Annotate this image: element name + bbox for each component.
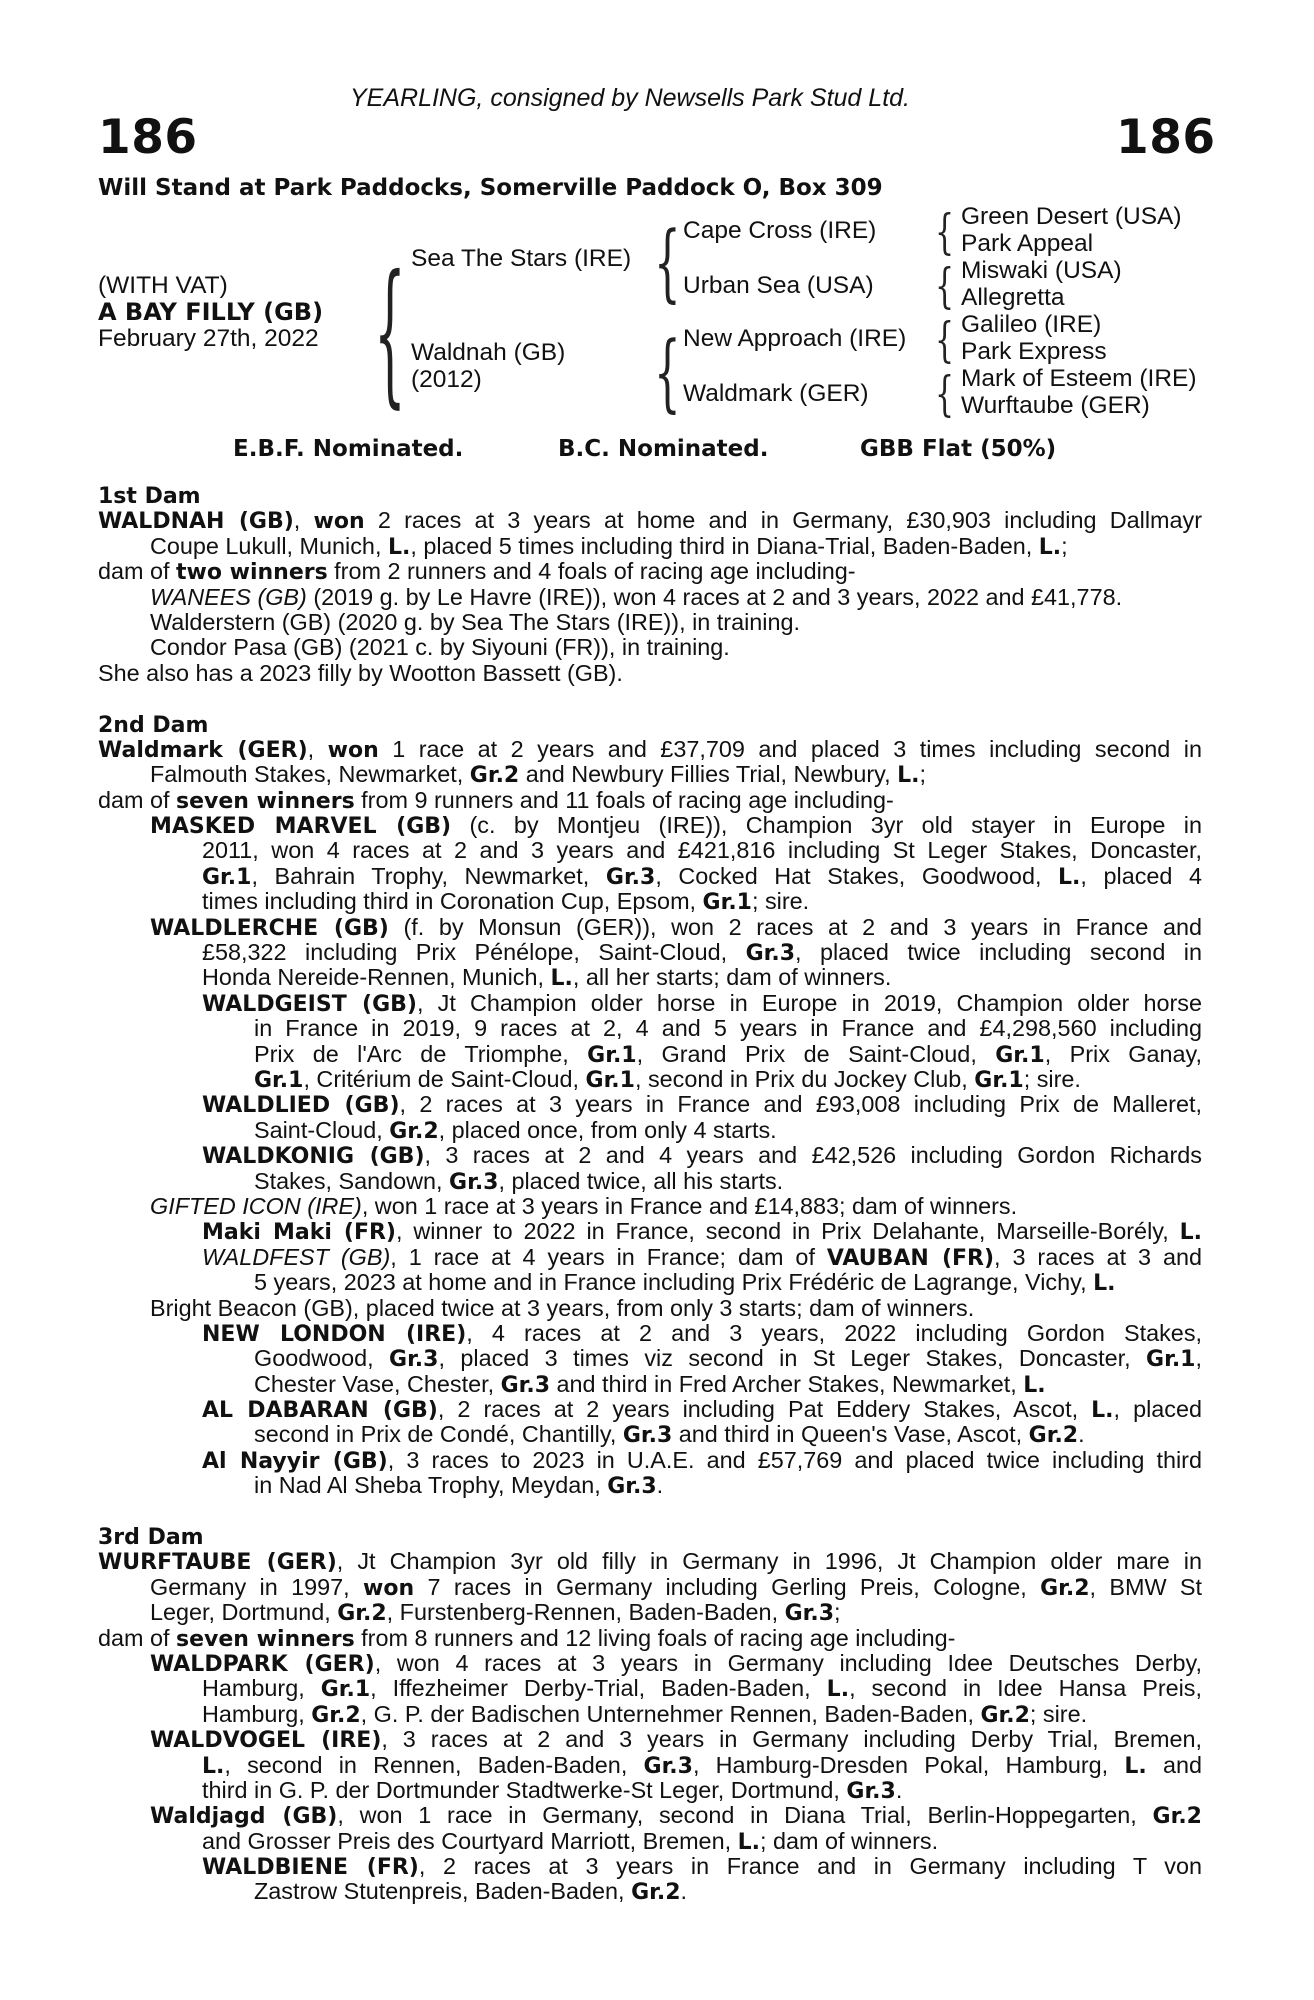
text: , <box>1195 1345 1202 1372</box>
text: (c. by Montjeu (IRE)), Champion 3yr old stayer in Europe in <box>451 812 1202 839</box>
text: Falmouth Stakes, Newmarket, <box>150 761 470 788</box>
text: , 3 races to 2023 in U.A.E. and £57,769 and placed twice including third <box>387 1446 1202 1473</box>
text: dam of <box>98 1624 177 1651</box>
stand-location: Will Stand at Park Paddocks, Somerville Paddock O, Box 309 <box>98 175 883 201</box>
italic-text: WANEES (GB) <box>150 583 307 610</box>
text: 7 races in Germany including Gerling Preis, Cologne, <box>414 1573 1041 1600</box>
dam: Waldnah (GB) <box>411 339 566 366</box>
text: , G. P. der Badischen Unternehmer Rennen, Baden-Baden, <box>360 1700 981 1727</box>
text: ; <box>834 1599 841 1626</box>
brace-g4-1: { <box>935 205 955 261</box>
bold-text: Gr.3 <box>745 941 795 967</box>
catalogue-line <box>98 661 1202 686</box>
bold-text: WALDNAH (GB) <box>98 509 294 535</box>
catalogue-line <box>98 838 1202 863</box>
bold-text: Waldmark (GER) <box>98 737 308 763</box>
catalogue-line <box>98 1143 1202 1168</box>
catalogue-line <box>98 1676 1202 1701</box>
text: , Prix Ganay, <box>1044 1040 1202 1067</box>
catalogue-line <box>98 1626 1202 1651</box>
text: , second in Rennen, Baden-Baden, <box>224 1751 644 1778</box>
bold-text: Gr.3 <box>449 1169 499 1195</box>
bold-text: Gr.2 <box>980 1702 1030 1728</box>
bold-text: Gr.3 <box>846 1778 896 1804</box>
dam-sire: New Approach (IRE) <box>683 325 907 352</box>
bold-text: Gr.2 <box>1028 1423 1079 1449</box>
catalogue-line <box>98 635 1202 660</box>
bold-text: Gr.2 <box>337 1601 387 1627</box>
catalogue-line <box>98 1448 1202 1473</box>
catalogue-line <box>98 1702 1202 1727</box>
catalogue-line <box>98 483 1202 508</box>
catalogue-line <box>98 1219 1202 1244</box>
dam-dam: Waldmark (GER) <box>683 380 869 407</box>
bold-text: 2nd Dam <box>98 712 209 738</box>
catalogue-line <box>98 1194 1202 1219</box>
text: times including third in Coronation Cup, Epsom, <box>202 888 703 915</box>
section-spacer <box>98 686 1202 711</box>
catalogue-line <box>98 1346 1202 1371</box>
text: Hamburg, <box>202 1700 312 1727</box>
text: , 3 races at 2 and 3 years in Germany including Derby Trial, Bremen, <box>381 1726 1202 1753</box>
bold-text: 3rd Dam <box>98 1525 204 1551</box>
catalogue-line <box>98 1016 1202 1041</box>
catalogue-line <box>98 1524 1202 1549</box>
bold-text: Gr.2 <box>1040 1575 1090 1601</box>
text: Bright Beacon (GB), placed twice at 3 years, from only 3 starts; dam of winners. <box>150 1294 975 1321</box>
text: , second in Idee Hansa Preis, <box>849 1675 1203 1702</box>
catalogue-line <box>98 1321 1202 1346</box>
text: , BMW St <box>1089 1573 1202 1600</box>
bold-text: NEW LONDON (IRE) <box>202 1321 467 1347</box>
text: Prix de l'Arc de Triomphe, <box>254 1040 588 1067</box>
catalogue-line <box>98 508 1202 533</box>
bold-text: Al Nayyir (GB) <box>202 1448 388 1474</box>
catalogue-line <box>98 762 1202 787</box>
bold-text: Gr.2 <box>389 1118 439 1144</box>
text: , placed twice including second in <box>795 939 1202 966</box>
brace-sire-dam: { <box>374 243 406 423</box>
text: , Grand Prix de Saint-Cloud, <box>636 1040 996 1067</box>
text: third in G. P. der Dortmunder Stadtwerke-St Leger, Dortmund, <box>202 1776 847 1803</box>
catalogue-line <box>98 1296 1202 1321</box>
text: and <box>1146 1751 1203 1778</box>
text: Zastrow Stutenpreis, Baden-Baden, <box>254 1878 632 1905</box>
sire-sire: Cape Cross (IRE) <box>683 217 877 244</box>
text: from 2 runners and 4 foals of racing age including- <box>327 558 856 585</box>
text: , 2 races at 3 years in France and £93,008 including Prix de Malleret, <box>399 1091 1202 1118</box>
catalogue-line <box>98 788 1202 813</box>
bold-text: won <box>327 737 379 763</box>
lot-number-left: 186 <box>98 110 198 165</box>
text: second in Prix de Condé, Chantilly, <box>254 1421 623 1448</box>
text: from 8 runners and 12 living foals of racing age including- <box>354 1624 956 1651</box>
text: ; sire. <box>1029 1700 1088 1727</box>
g4-park-appeal: Park Appeal <box>961 230 1094 257</box>
text: She also has a 2023 filly by Wootton Bassett (GB). <box>98 659 623 686</box>
catalogue-line <box>98 889 1202 914</box>
catalogue-line <box>98 1067 1202 1092</box>
dam-year: (2012) <box>411 366 482 393</box>
ebf-nomination: E.B.F. Nominated. <box>233 436 464 462</box>
text: and third in Fred Archer Stakes, Newmarket, <box>550 1370 1024 1397</box>
text: , won 4 races at 3 years in Germany including Idee Deutsches Derby, <box>374 1649 1203 1676</box>
bold-text: L. <box>1023 1372 1046 1398</box>
bold-text: WALDGEIST (GB) <box>202 991 417 1017</box>
text: in Nad Al Sheba Trophy, Meydan, <box>254 1472 608 1499</box>
text: , 1 race at 4 years in France; dam of <box>390 1243 827 1270</box>
text: . <box>1078 1421 1085 1448</box>
text: Walderstern (GB) (2020 g. by Sea The Stars (IRE)), in training. <box>150 608 800 635</box>
text: from 9 runners and 11 foals of racing age including- <box>354 786 894 813</box>
text: , Bahrain Trophy, Newmarket, <box>251 862 606 889</box>
bold-text: L. <box>387 534 411 560</box>
text: and Grosser Preis des Courtyard Marriott, Bremen, <box>202 1827 738 1854</box>
bold-text: WALDKONIG (GB) <box>202 1144 425 1170</box>
text: . <box>895 1776 903 1803</box>
bold-text: L. <box>202 1753 225 1779</box>
bold-text: seven winners <box>176 1626 355 1652</box>
catalogue-line <box>98 1727 1202 1752</box>
lot-number-right: 186 <box>1116 110 1216 165</box>
catalogue-line <box>98 864 1202 889</box>
bold-text: L. <box>737 1829 760 1855</box>
bold-text: Gr.1 <box>1146 1347 1196 1373</box>
catalogue-line <box>98 940 1202 965</box>
produce-record <box>98 483 1202 1905</box>
bold-text: Gr.1 <box>254 1067 304 1093</box>
text: , placed 4 <box>1080 862 1202 889</box>
catalogue-line <box>98 1042 1202 1067</box>
bold-text: L. <box>1124 1753 1147 1779</box>
bold-text: WALDLERCHE (GB) <box>150 915 389 941</box>
g4-mark-of-esteem: Mark of Esteem (IRE) <box>961 365 1197 392</box>
brace-g4-2: { <box>935 259 955 315</box>
sire-dam: Urban Sea (USA) <box>683 272 874 299</box>
bold-text: 1st Dam <box>98 484 201 509</box>
text: Chester Vase, Chester, <box>254 1370 501 1397</box>
text: , placed twice, all his starts. <box>498 1167 784 1194</box>
bold-text: L. <box>1093 1271 1116 1297</box>
text: . <box>680 1878 687 1905</box>
text: , placed 5 times including third in Diana-Trial, Baden-Baden, <box>410 532 1039 559</box>
bold-text: Gr.2 <box>311 1702 361 1728</box>
catalogue-line <box>98 1118 1202 1143</box>
bold-text: WALDVOGEL (IRE) <box>150 1728 382 1754</box>
text: , second in Prix du Jockey Club, <box>634 1065 975 1092</box>
text: , Critérium de Saint-Cloud, <box>303 1065 586 1092</box>
text: , all her starts; dam of winners. <box>572 964 892 991</box>
text: , placed <box>1113 1396 1202 1423</box>
g4-park-express: Park Express <box>961 338 1107 365</box>
bold-text: MASKED MARVEL (GB) <box>150 814 452 840</box>
text: (f. by Monsun (GER)), won 2 races at 2 and 3 years in France and <box>388 913 1202 940</box>
text: (2019 g. by Le Havre (IRE)), won 4 races at 2 and 3 years, 2022 and £41,778. <box>306 583 1123 610</box>
text: ; dam of winners. <box>759 1827 939 1854</box>
text: ; <box>1061 532 1068 559</box>
text: Leger, Dortmund, <box>150 1599 338 1626</box>
text: , 4 races at 2 and 3 years, 2022 including Gordon Stakes, <box>466 1319 1203 1346</box>
text: , Cocked Hat Stakes, Goodwood, <box>655 862 1059 889</box>
catalogue-line <box>98 1397 1202 1422</box>
italic-text: WALDFEST (GB) <box>202 1243 391 1270</box>
bold-text: L. <box>1038 534 1062 560</box>
text: and third in Queen's Vase, Ascot, <box>672 1421 1029 1448</box>
text: dam of <box>98 558 177 585</box>
text: Hamburg, <box>202 1675 321 1702</box>
catalogue-line <box>98 915 1202 940</box>
bc-nomination: B.C. Nominated. <box>558 436 769 462</box>
bold-text: Gr.3 <box>605 864 656 890</box>
text: in France in 2019, 9 races at 2, 4 and 5 years in France and £4,298,560 including <box>254 1015 1202 1042</box>
text: , won 1 race at 3 years in France and £14,883; dam of winners. <box>361 1192 1018 1219</box>
text: , <box>307 735 328 762</box>
text: Germany in 1997, <box>150 1573 363 1600</box>
bold-text: Gr.3 <box>389 1347 439 1373</box>
bold-text: won <box>363 1575 415 1601</box>
catalogue-line <box>98 1473 1202 1498</box>
g4-miswaki: Miswaki (USA) <box>961 257 1122 284</box>
catalogue-line <box>98 1803 1202 1828</box>
brace-dam-line: { <box>654 323 681 421</box>
bold-text: L. <box>1058 864 1081 890</box>
bold-text: Gr.3 <box>784 1601 835 1627</box>
text: dam of <box>98 786 177 813</box>
bold-text: L. <box>550 966 573 992</box>
text: Coupe Lukull, Munich, <box>150 532 388 559</box>
bold-text: WALDLIED (GB) <box>202 1093 400 1119</box>
catalogue-line <box>98 1651 1202 1676</box>
catalogue-line <box>98 1753 1202 1778</box>
catalogue-line <box>98 1600 1202 1625</box>
sire: Sea The Stars (IRE) <box>411 245 632 272</box>
bold-text: WALDPARK (GER) <box>150 1651 375 1677</box>
catalogue-line <box>98 813 1202 838</box>
bold-text: Gr.1 <box>202 864 252 890</box>
bold-text: VAUBAN (FR) <box>826 1245 995 1271</box>
vat-note: (WITH VAT) <box>98 272 228 299</box>
text: , 2 races at 3 years in France and in Germany including T von <box>418 1853 1203 1880</box>
catalogue-line <box>98 1549 1202 1574</box>
text: Condor Pasa (GB) (2021 c. by Siyouni (FR)), in training. <box>150 634 730 661</box>
catalogue-line <box>98 585 1202 610</box>
text: , winner to 2022 in France, second in Prix Delahante, Marseille-Borély, <box>395 1218 1180 1245</box>
bold-text: Gr.2 <box>631 1880 681 1906</box>
text: , Furstenberg-Rennen, Baden-Baden, <box>386 1599 785 1626</box>
catalogue-line <box>98 559 1202 584</box>
bold-text: WALDBIENE (FR) <box>202 1855 419 1881</box>
text: Saint-Cloud, <box>254 1116 390 1143</box>
catalogue-line <box>98 1575 1202 1600</box>
catalogue-line <box>98 1422 1202 1447</box>
text: , <box>293 507 314 534</box>
bold-text: Gr.2 <box>1152 1804 1202 1830</box>
text: 2011, won 4 races at 2 and 3 years and £421,816 including St Leger Stakes, Doncaster, <box>202 837 1202 864</box>
text: , 3 races at 2 and 4 years and £42,526 including Gordon Richards <box>424 1142 1202 1169</box>
text: £58,322 including Prix Pénélope, Saint-Cloud, <box>202 939 746 966</box>
text: ; sire. <box>751 888 810 915</box>
text: , placed once, from only 4 starts. <box>438 1116 777 1143</box>
bold-text: Waldjagd (GB) <box>150 1804 338 1830</box>
catalogue-line <box>98 965 1202 990</box>
text: 1 race at 2 years and £37,709 and placed 3 times including second in <box>378 735 1202 762</box>
italic-text: GIFTED ICON (IRE) <box>150 1192 362 1219</box>
text: 2 races at 3 years at home and in Germany, £30,903 including Dallmayr <box>364 507 1203 534</box>
catalogue-line <box>98 1372 1202 1397</box>
lot-name: A BAY FILLY (GB) <box>98 298 324 326</box>
gbb-flat: GBB Flat (50%) <box>860 436 1057 462</box>
catalogue-line <box>98 712 1202 737</box>
g4-allegretta: Allegretta <box>961 284 1065 311</box>
bold-text: L. <box>897 763 920 789</box>
bold-text: WURFTAUBE (GER) <box>98 1550 337 1576</box>
text: Goodwood, <box>254 1345 390 1372</box>
catalogue-line <box>98 737 1202 762</box>
catalogue-line <box>98 1245 1202 1270</box>
bold-text: seven winners <box>176 788 355 814</box>
bold-text: L. <box>826 1677 850 1703</box>
text: ; <box>919 761 926 788</box>
catalogue-line <box>98 534 1202 559</box>
bold-text: AL DABARAN (GB) <box>202 1398 438 1424</box>
text: , won 1 race in Germany, second in Diana Trial, Berlin-Hoppegarten, <box>337 1802 1153 1829</box>
bold-text: Gr.3 <box>622 1423 673 1449</box>
text: 5 years, 2023 at home and in France including Prix Frédéric de Lagrange, Vichy, <box>254 1269 1094 1296</box>
brace-g4-3: { <box>935 313 955 369</box>
text: Stakes, Sandown, <box>254 1167 450 1194</box>
text: Honda Nereide-Rennen, Munich, <box>202 964 551 991</box>
catalogue-line <box>98 1169 1202 1194</box>
bold-text: Gr.1 <box>585 1067 635 1093</box>
text: , placed 3 times viz second in St Leger Stakes, Doncaster, <box>438 1345 1147 1372</box>
bold-text: two winners <box>176 560 328 586</box>
consignment-line: YEARLING, consigned by Newsells Park Stud Ltd. <box>350 84 910 112</box>
brace-g4-4: { <box>935 367 955 423</box>
catalogue-line <box>98 1778 1202 1803</box>
bold-text: Gr.1 <box>995 1042 1045 1068</box>
catalogue-line <box>98 991 1202 1016</box>
foaling-date: February 27th, 2022 <box>98 325 319 352</box>
g4-galileo: Galileo (IRE) <box>961 311 1102 338</box>
text: , 3 races at 3 and <box>994 1243 1202 1270</box>
g4-wurftaube: Wurftaube (GER) <box>961 392 1150 419</box>
bold-text: Gr.3 <box>500 1372 551 1398</box>
bold-text: Maki Maki (FR) <box>202 1220 396 1246</box>
catalogue-line <box>98 1854 1202 1879</box>
catalogue-line <box>98 1879 1202 1904</box>
text: . <box>656 1472 664 1499</box>
catalogue-line <box>98 1270 1202 1295</box>
bold-text: Gr.1 <box>587 1042 637 1068</box>
bold-text: Gr.3 <box>643 1753 693 1779</box>
text: , 2 races at 2 years including Pat Eddery Stakes, Ascot, <box>437 1396 1092 1423</box>
text: , Jt Champion older horse in Europe in 2019, Champion older horse <box>416 989 1202 1016</box>
text: ; sire. <box>1023 1065 1081 1092</box>
bold-text: Gr.1 <box>320 1677 371 1703</box>
text: and Newbury Fillies Trial, Newbury, <box>519 761 898 788</box>
bold-text: L. <box>1179 1220 1202 1246</box>
catalogue-line <box>98 610 1202 635</box>
bold-text: won <box>313 509 365 535</box>
text: , Jt Champion 3yr old filly in Germany in 1996, Jt Champion older mare in <box>336 1548 1202 1575</box>
bold-text: Gr.1 <box>702 890 752 916</box>
catalogue-line <box>98 1092 1202 1117</box>
bold-text: L. <box>1091 1398 1114 1424</box>
text: , Hamburg-Dresden Pokal, Hamburg, <box>692 1751 1125 1778</box>
text: , Iffezheimer Derby-Trial, Baden-Baden, <box>370 1675 827 1702</box>
catalogue-line <box>98 1829 1202 1854</box>
g4-green-desert: Green Desert (USA) <box>961 203 1182 230</box>
bold-text: Gr.2 <box>469 763 520 789</box>
brace-sire-line: { <box>654 213 681 311</box>
bold-text: Gr.1 <box>974 1067 1024 1093</box>
bold-text: Gr.3 <box>607 1474 657 1500</box>
section-spacer <box>98 1499 1202 1524</box>
